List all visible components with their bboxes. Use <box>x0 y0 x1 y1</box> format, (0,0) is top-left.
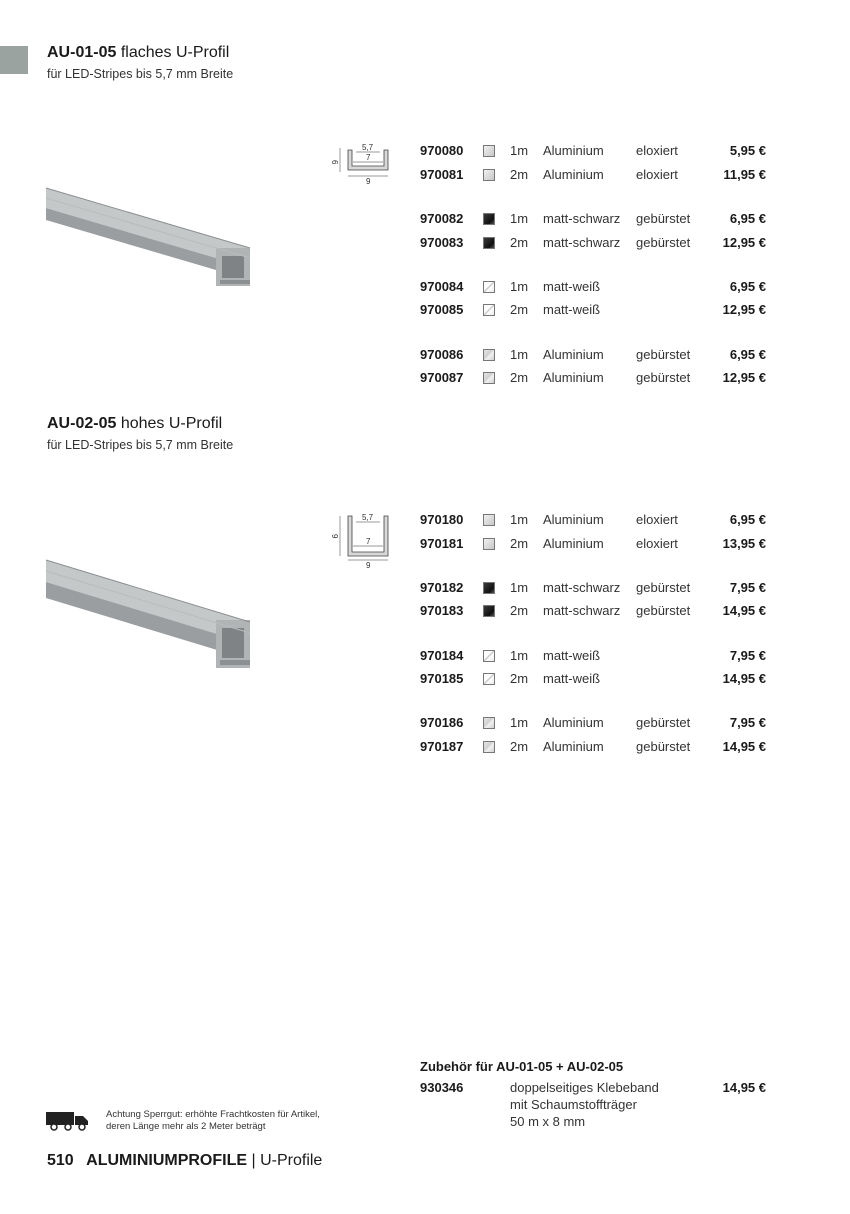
section-subtitle: für LED-Stripes bis 5,7 mm Breite <box>47 67 234 81</box>
product-row <box>420 302 770 320</box>
footer-category: ALUMINIUMPROFILE <box>86 1152 248 1169</box>
material: Aluminium <box>543 512 604 527</box>
length: 2m <box>510 167 529 182</box>
page-footer <box>47 1152 322 1170</box>
color-swatch <box>483 145 495 157</box>
height-label: 9 <box>330 534 339 539</box>
article-number: 970082 <box>420 211 464 226</box>
article-number: 970180 <box>420 512 464 527</box>
article-number: 970087 <box>420 370 464 385</box>
model-code: AU-01-05 <box>47 44 117 61</box>
product-row <box>420 235 770 253</box>
length: 2m <box>510 603 529 618</box>
color-swatch <box>483 372 495 384</box>
length: 1m <box>510 648 529 663</box>
finish: gebürstet <box>636 739 691 754</box>
price: 14,95 € <box>722 739 766 754</box>
length: 1m <box>510 715 529 730</box>
product-row <box>420 512 770 530</box>
outer-label: 9 <box>366 177 371 186</box>
price: 6,95 € <box>729 211 766 226</box>
color-swatch <box>483 605 495 617</box>
product-row <box>420 211 770 229</box>
color-swatch <box>483 213 495 225</box>
article-number: 970083 <box>420 235 464 250</box>
notice-line: deren Länge mehr als 2 Meter beträgt <box>106 1121 266 1132</box>
material: matt-weiß <box>543 279 601 294</box>
color-swatch <box>483 673 495 685</box>
section-subtitle: für LED-Stripes bis 5,7 mm Breite <box>47 438 234 452</box>
accessory-price: 14,95 € <box>722 1080 766 1095</box>
product-row <box>420 279 770 297</box>
profile-image-high <box>44 552 254 672</box>
material: Aluminium <box>543 143 604 158</box>
section-color-tab <box>0 46 28 74</box>
price: 11,95 € <box>723 167 766 182</box>
color-swatch <box>483 741 495 753</box>
product-row <box>420 167 770 185</box>
model-name: hohes U-Profil <box>120 415 223 432</box>
length: 1m <box>510 143 529 158</box>
model-name: flaches U-Profil <box>120 44 230 61</box>
color-swatch <box>483 349 495 361</box>
color-swatch <box>483 304 495 316</box>
product-row <box>420 648 770 666</box>
length: 1m <box>510 580 529 595</box>
outer-label: 9 <box>366 561 371 570</box>
material: matt-schwarz <box>543 580 621 595</box>
color-swatch <box>483 717 495 729</box>
length: 1m <box>510 279 529 294</box>
price: 7,95 € <box>729 580 766 595</box>
finish: eloxiert <box>636 512 678 527</box>
price: 6,95 € <box>729 279 766 294</box>
length: 2m <box>510 235 529 250</box>
article-number: 970084 <box>420 279 464 294</box>
price: 12,95 € <box>722 370 766 385</box>
material: matt-weiß <box>543 648 601 663</box>
product-row <box>420 715 770 733</box>
accessory-code: 930346 <box>420 1080 464 1095</box>
price: 14,95 € <box>722 603 766 618</box>
material: Aluminium <box>543 370 604 385</box>
color-swatch <box>483 169 495 181</box>
model-code: AU-02-05 <box>47 415 117 432</box>
dimension-drawing-high <box>328 508 390 570</box>
length: 2m <box>510 739 529 754</box>
product-row <box>420 580 770 598</box>
material: matt-weiß <box>543 671 601 686</box>
finish: gebürstet <box>636 347 691 362</box>
color-swatch <box>483 281 495 293</box>
length: 1m <box>510 512 529 527</box>
height-label: 6 <box>330 160 339 165</box>
article-number: 970085 <box>420 302 464 317</box>
material: Aluminium <box>543 536 604 551</box>
inner-label: 7 <box>366 153 371 162</box>
inner-top-label: 5,7 <box>362 143 374 152</box>
material: matt-schwarz <box>543 235 621 250</box>
dimension-drawing-flat <box>328 140 390 188</box>
accessory-desc-line: mit Schaumstoffträger <box>510 1097 637 1112</box>
article-number: 970081 <box>420 167 464 182</box>
material: Aluminium <box>543 739 604 754</box>
footer-subcategory: U-Profile <box>260 1152 323 1169</box>
finish: eloxiert <box>636 167 678 182</box>
article-number: 970183 <box>420 603 464 618</box>
color-swatch <box>483 237 495 249</box>
footer-separator: | <box>251 1152 256 1169</box>
finish: eloxiert <box>636 143 678 158</box>
length: 1m <box>510 347 529 362</box>
inner-top-label: 5,7 <box>362 513 374 522</box>
article-number: 970185 <box>420 671 464 686</box>
price: 7,95 € <box>729 715 766 730</box>
product-row <box>420 370 770 388</box>
material: matt-weiß <box>543 302 601 317</box>
article-number: 970186 <box>420 715 464 730</box>
product-row <box>420 671 770 689</box>
finish: gebürstet <box>636 603 691 618</box>
section-title-au-01-05 <box>47 44 229 62</box>
product-row <box>420 143 770 161</box>
article-number: 970182 <box>420 580 464 595</box>
price: 13,95 € <box>722 536 766 551</box>
article-number: 970086 <box>420 347 464 362</box>
price: 7,95 € <box>729 648 766 663</box>
section-title-au-02-05 <box>47 415 222 433</box>
accessory-title: Zubehör für AU-01-05 + AU-02-05 <box>420 1059 624 1074</box>
finish: gebürstet <box>636 235 691 250</box>
price: 12,95 € <box>722 235 766 250</box>
price: 6,95 € <box>729 347 766 362</box>
finish: gebürstet <box>636 715 691 730</box>
product-row <box>420 739 770 757</box>
article-number: 970080 <box>420 143 464 158</box>
finish: gebürstet <box>636 211 691 226</box>
material: matt-schwarz <box>543 603 621 618</box>
article-number: 970181 <box>420 536 464 551</box>
accessory-desc-line: doppelseitiges Klebeband <box>510 1080 659 1095</box>
color-swatch <box>483 650 495 662</box>
truck-icon <box>46 1110 90 1132</box>
price: 14,95 € <box>722 671 766 686</box>
length: 2m <box>510 536 529 551</box>
color-swatch <box>483 538 495 550</box>
page-number: 510 <box>47 1152 74 1169</box>
length: 1m <box>510 211 529 226</box>
accessory-desc-line: 50 m x 8 mm <box>510 1114 586 1129</box>
finish: eloxiert <box>636 536 678 551</box>
price: 6,95 € <box>729 512 766 527</box>
article-number: 970187 <box>420 739 464 754</box>
material: Aluminium <box>543 167 604 182</box>
product-row <box>420 603 770 621</box>
inner-label: 7 <box>366 537 371 546</box>
finish: gebürstet <box>636 370 691 385</box>
notice-line: Achtung Sperrgut: erhöhte Frachtkosten für Artikel, <box>106 1109 320 1120</box>
price: 5,95 € <box>729 143 766 158</box>
length: 2m <box>510 302 529 317</box>
price: 12,95 € <box>722 302 766 317</box>
finish: gebürstet <box>636 580 691 595</box>
material: Aluminium <box>543 347 604 362</box>
product-row <box>420 347 770 365</box>
length: 2m <box>510 671 529 686</box>
product-row <box>420 536 770 554</box>
material: matt-schwarz <box>543 211 621 226</box>
color-swatch <box>483 582 495 594</box>
length: 2m <box>510 370 529 385</box>
color-swatch <box>483 514 495 526</box>
material: Aluminium <box>543 715 604 730</box>
article-number: 970184 <box>420 648 464 663</box>
profile-image-flat <box>44 180 254 290</box>
